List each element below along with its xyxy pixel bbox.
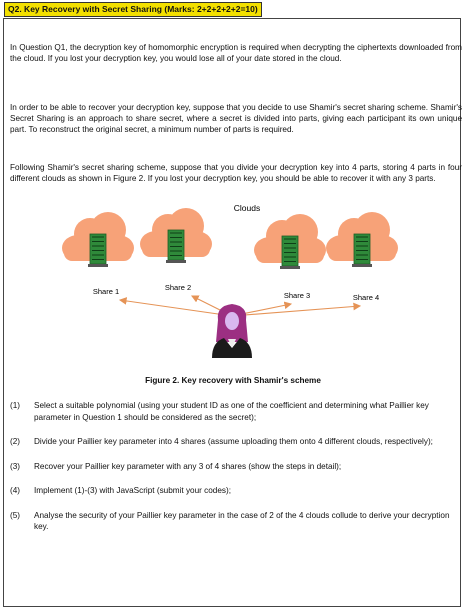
task-item <box>10 400 458 423</box>
task-number: (3) <box>10 461 21 471</box>
task-number: (4) <box>10 486 21 495</box>
task-text: Select a suitable polynomial (using your student ID as one of the coefficient and determining what Paillier key parameter in Question 1 should be considered as the secret); <box>34 401 429 422</box>
task-text: Recover your Paillier key parameter with any 3 of 4 shares (show the steps in detail); <box>34 461 342 471</box>
task-item <box>10 485 458 497</box>
share-label: Share 1 <box>92 287 120 296</box>
task-list <box>10 400 458 546</box>
paragraph-shamir: In order to be able to recover your decryption key, suppose that you decide to use Shamir's secret sharing scheme. Shamir's Secret Sharing is an approach to share secret, where a secret is divided into parts, giving each participant its own unique part. To reconstruct the original secret, a minimum number of parts is required. <box>10 103 462 134</box>
task-text: Analyse the security of your Paillier key parameter in the case of 2 of the 4 clouds collude to derive your decryption key. <box>34 510 450 531</box>
share-label: Share 4 <box>352 293 380 302</box>
task-number: (5) <box>10 510 21 520</box>
share-label: Share 2 <box>164 283 192 292</box>
user-avatar-icon <box>212 304 252 358</box>
task-number: (2) <box>10 437 21 446</box>
task-text: Implement (1)-(3) with JavaScript (submit your codes); <box>34 486 232 495</box>
task-item <box>10 436 458 448</box>
paragraph-intro: In Question Q1, the decryption key of homomorphic encryption is required when decrypting the ciphertexts downloaded from the cloud. If you lost your decryption key, you would lose all of your date stored in the cloud. <box>10 43 462 63</box>
share-label: Share 3 <box>283 291 311 300</box>
share-arrow <box>232 306 360 316</box>
cloud-icon <box>326 212 398 267</box>
figure-caption: Figure 2. Key recovery with Shamir's scheme <box>145 376 321 385</box>
clouds-group <box>62 208 398 302</box>
cloud-icon <box>254 214 326 269</box>
server-icon <box>88 234 108 267</box>
paragraph-scheme: Following Shamir's secret sharing scheme, suppose that you divide your decryption key into 4 parts, storing 4 parts in four different clouds as shown in Figure 2. If you lost your decryption key, you should be able to recover it with any 3 parts. <box>10 163 462 183</box>
clouds-label: Clouds <box>233 203 261 213</box>
task-item <box>10 461 458 473</box>
task-text: Divide your Paillier key parameter into 4 shares (assume uploading them onto 4 different clouds, respectively); <box>34 437 433 446</box>
question-title: Q2. Key Recovery with Secret Sharing (Marks: 2+2+2+2+2=10) <box>4 2 262 17</box>
task-item <box>10 510 458 533</box>
server-icon <box>352 234 372 267</box>
cloud-icon <box>62 212 134 267</box>
cloud-icon <box>140 208 212 263</box>
server-icon <box>280 236 300 269</box>
server-icon <box>166 230 186 263</box>
task-number: (1) <box>10 401 21 410</box>
